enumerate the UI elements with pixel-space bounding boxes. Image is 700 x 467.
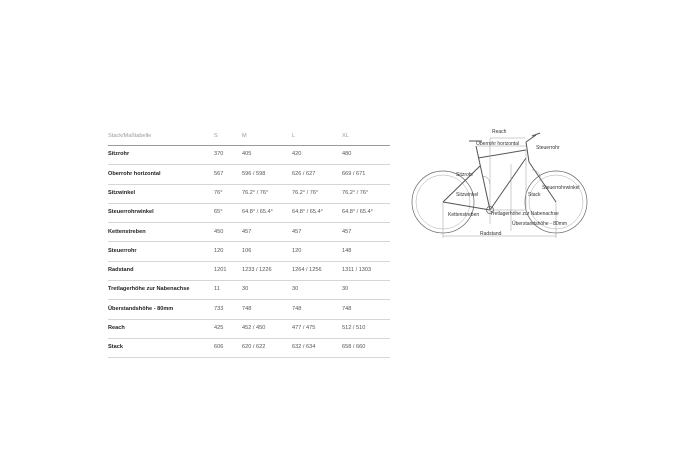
row-label: Tretlagerhöhe zur Nabenachse (108, 281, 214, 300)
cell-s: 120 (214, 242, 242, 261)
cell-s: 65° (214, 203, 242, 222)
cell-xl: 148 (342, 242, 390, 261)
header-size-l: L (292, 128, 342, 146)
label-steuerrohr: Steuerrohr (536, 145, 560, 151)
table-body (108, 146, 390, 358)
cell-l: 632 / 634 (292, 338, 342, 357)
table-row (108, 203, 390, 222)
table-row (108, 242, 390, 261)
cell-xl: 658 / 660 (342, 338, 390, 357)
cell-s: 606 (214, 338, 242, 357)
row-label: Sitzwinkel (108, 184, 214, 203)
cell-s: 450 (214, 223, 242, 242)
cell-xl: 512 / 510 (342, 319, 390, 338)
row-label: Überstandshöhe - 80mm (108, 300, 214, 319)
cell-xl: 669 / 671 (342, 165, 390, 184)
cell-m: 405 (242, 146, 292, 165)
table-row (108, 319, 390, 338)
row-label: Reach (108, 319, 214, 338)
table-row (108, 223, 390, 242)
header-size-m: M (242, 128, 292, 146)
table-row (108, 338, 390, 357)
row-label: Stack (108, 338, 214, 357)
label-kettenstreben: Kettenstreben (448, 212, 480, 218)
header-label: Stack/Maßtabelle (108, 128, 214, 146)
cell-s: 11 (214, 281, 242, 300)
cell-s: 733 (214, 300, 242, 319)
row-label: Steuerrohrwinkel (108, 203, 214, 222)
table-row (108, 184, 390, 203)
cell-s: 425 (214, 319, 242, 338)
label-oberrohr: Oberrohr horizontal (476, 141, 520, 147)
cell-xl: 64.8° / 65.4° (342, 203, 390, 222)
label-radstand: Radstand (480, 231, 502, 237)
cell-xl: 457 (342, 223, 390, 242)
label-steuerrohrwinkel: Steuerrohrwinkel (542, 185, 580, 191)
table-row (108, 281, 390, 300)
row-label: Sitzrohr (108, 146, 214, 165)
table-row (108, 300, 390, 319)
row-label: Steuerrohr (108, 242, 214, 261)
cell-l: 457 (292, 223, 342, 242)
cell-s: 567 (214, 165, 242, 184)
cell-s: 1201 (214, 261, 242, 280)
label-tretlager: Tretlagerhöhe zur Nabenachse (490, 211, 559, 217)
cell-m: 748 (242, 300, 292, 319)
label-ueberstand: Überstandshöhe - 80mm (512, 221, 568, 227)
cell-l: 1264 / 1256 (292, 261, 342, 280)
row-label: Radstand (108, 261, 214, 280)
header-size-s: S (214, 128, 242, 146)
cell-l: 30 (292, 281, 342, 300)
cell-xl: 748 (342, 300, 390, 319)
header-size-xl: XL (342, 128, 390, 146)
label-sitzwinkel: Sitzwinkel (456, 192, 479, 198)
cell-l: 64.8° / 65.4° (292, 203, 342, 222)
cell-l: 120 (292, 242, 342, 261)
cell-xl: 1311 / 1303 (342, 261, 390, 280)
table-row (108, 261, 390, 280)
label-reach: Reach (492, 129, 507, 135)
row-label: Kettenstreben (108, 223, 214, 242)
geometry-table (108, 128, 390, 358)
cell-m: 620 / 622 (242, 338, 292, 357)
cell-m: 64.8° / 65.4° (242, 203, 292, 222)
cell-xl: 480 (342, 146, 390, 165)
cell-l: 420 (292, 146, 342, 165)
cell-xl: 76.2° / 76° (342, 184, 390, 203)
bike-geometry-diagram (408, 124, 590, 246)
table-header (108, 128, 390, 146)
table-header-row (108, 128, 390, 146)
label-stack: Stack (528, 192, 541, 198)
cell-xl: 30 (342, 281, 390, 300)
label-sitzrohr: Sitzrohr (456, 172, 474, 178)
cell-m: 30 (242, 281, 292, 300)
cell-l: 626 / 627 (292, 165, 342, 184)
table-row (108, 165, 390, 184)
cell-l: 477 / 475 (292, 319, 342, 338)
cell-m: 76.2° / 76° (242, 184, 292, 203)
table-row (108, 146, 390, 165)
cell-m: 452 / 450 (242, 319, 292, 338)
cell-s: 370 (214, 146, 242, 165)
cell-m: 596 / 598 (242, 165, 292, 184)
cell-l: 748 (292, 300, 342, 319)
cell-m: 1233 / 1226 (242, 261, 292, 280)
cell-s: 76° (214, 184, 242, 203)
cell-m: 457 (242, 223, 292, 242)
cell-l: 76.2° / 76° (292, 184, 342, 203)
cell-m: 106 (242, 242, 292, 261)
row-label: Oberrohr horizontal (108, 165, 214, 184)
